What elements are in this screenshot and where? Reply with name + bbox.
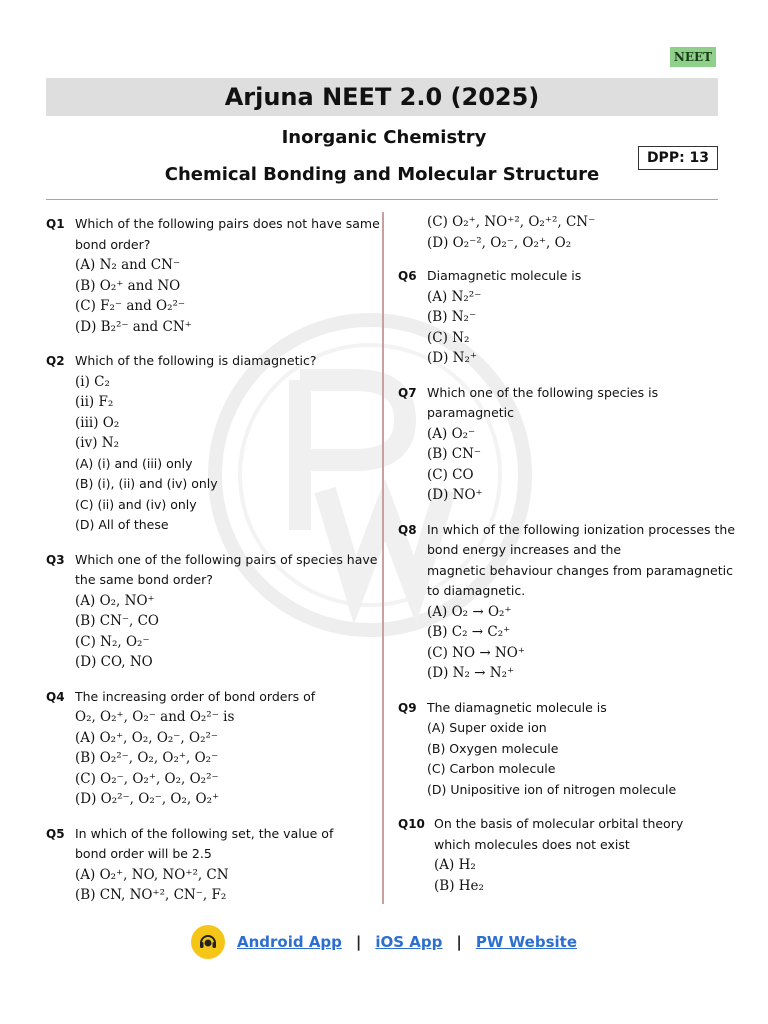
option-a: (A) N₂ and CN⁻ bbox=[75, 257, 181, 273]
question-q8 bbox=[398, 520, 736, 684]
option-a: (A) (i) and (iii) only bbox=[75, 455, 193, 471]
question-q6 bbox=[398, 266, 718, 369]
question-body bbox=[427, 266, 718, 369]
column-divider bbox=[382, 212, 384, 904]
footer-links bbox=[0, 922, 768, 962]
option-d: (D) N₂ → N₂⁺ bbox=[427, 665, 515, 681]
question-text: Which of the following pairs does not have same bbox=[75, 216, 380, 231]
question-text: Which one of the following pairs of species have bbox=[75, 551, 378, 567]
right-column bbox=[398, 212, 736, 910]
pw-website-link[interactable]: PW Website bbox=[475, 933, 577, 951]
left-column bbox=[46, 214, 380, 920]
question-number: Q9 bbox=[398, 700, 417, 715]
option-b: (B) He₂ bbox=[434, 877, 484, 894]
question-number: Q6 bbox=[398, 269, 417, 283]
question-text: bond order will be 2.5 bbox=[75, 846, 212, 861]
option-b: (B) CN, NO⁺², CN⁻, F₂ bbox=[75, 887, 227, 903]
question-text: paramagnetic bbox=[427, 405, 515, 420]
option-a: (A) O₂, NO⁺ bbox=[75, 592, 155, 609]
option-a: (A) O₂⁺, O₂, O₂⁻, O₂²⁻ bbox=[75, 729, 219, 746]
question-text: In which of the following set, the value of bbox=[75, 825, 334, 841]
option-b: (B) C₂ → C₂⁺ bbox=[427, 624, 511, 640]
exam-badge: NEET bbox=[670, 47, 716, 67]
question-text: magnetic behaviour changes from paramagnetic bbox=[427, 562, 733, 578]
question-text: O₂, O₂⁺, O₂⁻ and O₂²⁻ is bbox=[75, 709, 235, 725]
question-text: On the basis of molecular orbital theory bbox=[434, 816, 684, 831]
subject-heading: Inorganic Chemistry bbox=[281, 127, 487, 148]
question-text: In which of the following ionization processes the bbox=[427, 521, 736, 537]
option-c: (C) (ii) and (iv) only bbox=[75, 496, 197, 512]
option-a: (A) H₂ bbox=[434, 857, 476, 873]
statement-i: (i) C₂ bbox=[75, 373, 110, 390]
footer-separator: | bbox=[355, 933, 362, 951]
option-c: (C) CO bbox=[427, 466, 474, 483]
question-body bbox=[427, 383, 718, 506]
question-body bbox=[75, 214, 380, 337]
option-a: (A) Super oxide ion bbox=[427, 720, 547, 735]
option-b: (B) CN⁻ bbox=[427, 446, 482, 462]
question-q1 bbox=[46, 214, 380, 337]
option-c: (C) N₂, O₂⁻ bbox=[75, 633, 150, 650]
question-text: to diamagnetic. bbox=[427, 583, 526, 598]
option-d: (D) CO, NO bbox=[75, 654, 153, 670]
question-body bbox=[427, 698, 718, 801]
question-number: Q1 bbox=[46, 217, 65, 231]
option-d: (D) All of these bbox=[75, 517, 169, 532]
option-c: (C) Carbon molecule bbox=[427, 761, 556, 776]
option-a: (A) O₂ → O₂⁺ bbox=[427, 603, 512, 620]
question-text: bond order? bbox=[75, 236, 151, 252]
header-divider bbox=[46, 199, 718, 200]
question-q5 bbox=[46, 824, 366, 906]
option-d: (D) Unipositive ion of nitrogen molecule bbox=[427, 781, 677, 797]
question-number: Q7 bbox=[398, 385, 417, 400]
option-c: (C) NO → NO⁺ bbox=[427, 644, 525, 661]
option-c: (C) N₂ bbox=[427, 329, 470, 346]
question-q7 bbox=[398, 383, 718, 506]
option-b: (B) O₂²⁻, O₂, O₂⁺, O₂⁻ bbox=[75, 750, 219, 766]
option-c: (C) F₂⁻ and O₂²⁻ bbox=[75, 298, 186, 314]
option-b: (B) N₂⁻ bbox=[427, 309, 477, 325]
question-q2 bbox=[46, 351, 366, 536]
dpp-label: DPP: 13 bbox=[638, 146, 718, 170]
question-text: Diamagnetic molecule is bbox=[427, 268, 582, 283]
question-q3 bbox=[46, 550, 378, 673]
question-number: Q5 bbox=[46, 826, 65, 841]
statement-iv: (iv) N₂ bbox=[75, 435, 119, 451]
question-body bbox=[75, 824, 366, 906]
option-d: (D) B₂²⁻ and CN⁺ bbox=[75, 318, 192, 335]
option-d: (D) N₂⁺ bbox=[427, 350, 477, 366]
question-number: Q2 bbox=[46, 354, 65, 368]
option-b: (B) Oxygen molecule bbox=[427, 740, 559, 756]
option-c: (C) O₂⁺, NO⁺², O₂⁺², CN⁻ bbox=[427, 214, 596, 230]
question-body bbox=[434, 814, 718, 896]
question-text: Which of the following is diamagnetic? bbox=[75, 353, 317, 368]
customer-service-icon[interactable] bbox=[191, 925, 225, 959]
page-title bbox=[46, 78, 718, 116]
question-body bbox=[75, 550, 377, 673]
question-text: bond energy increases and the bbox=[427, 542, 622, 557]
question-text: The increasing order of bond orders of bbox=[75, 688, 316, 704]
question-number: Q4 bbox=[46, 689, 65, 704]
question-body bbox=[75, 687, 366, 810]
question-text: which molecules does not exist bbox=[434, 836, 630, 852]
ios-app-link[interactable]: iOS App bbox=[375, 933, 443, 951]
option-b: (B) CN⁻, CO bbox=[75, 613, 159, 629]
question-q10 bbox=[398, 814, 718, 896]
question-q9 bbox=[398, 698, 718, 801]
statement-ii: (ii) F₂ bbox=[75, 394, 114, 410]
question-body bbox=[427, 520, 735, 684]
android-app-link[interactable]: Android App bbox=[236, 933, 342, 951]
question-text: Which one of the following species is bbox=[427, 384, 659, 400]
page-title-text: Arjuna NEET 2.0 (2025) bbox=[224, 83, 540, 111]
question-number: Q8 bbox=[398, 522, 417, 537]
option-a: (A) O₂⁺, NO, NO⁺², CN bbox=[75, 866, 229, 883]
question-text: the same bond order? bbox=[75, 572, 213, 587]
option-c: (C) O₂⁻, O₂⁺, O₂, O₂²⁻ bbox=[75, 770, 219, 787]
question-q5-continued bbox=[427, 212, 718, 253]
question-number: Q3 bbox=[46, 552, 65, 567]
chapter-heading: Chemical Bonding and Molecular Structure bbox=[164, 164, 600, 185]
footer-separator: | bbox=[456, 933, 462, 951]
option-d: (D) O₂⁻², O₂⁻, O₂⁺, O₂ bbox=[427, 234, 572, 251]
option-a: (A) O₂⁻ bbox=[427, 425, 476, 442]
question-text: The diamagnetic molecule is bbox=[427, 699, 607, 715]
option-d: (D) NO⁺ bbox=[427, 487, 483, 503]
option-b: (B) (i), (ii) and (iv) only bbox=[75, 476, 218, 491]
option-a: (A) N₂²⁻ bbox=[427, 288, 482, 305]
question-q4 bbox=[46, 687, 366, 810]
option-d: (D) O₂²⁻, O₂⁻, O₂, O₂⁺ bbox=[75, 791, 220, 807]
question-number: Q10 bbox=[398, 817, 425, 831]
option-b: (B) O₂⁺ and NO bbox=[75, 277, 181, 294]
statement-iii: (iii) O₂ bbox=[75, 414, 120, 431]
question-body bbox=[75, 351, 366, 536]
